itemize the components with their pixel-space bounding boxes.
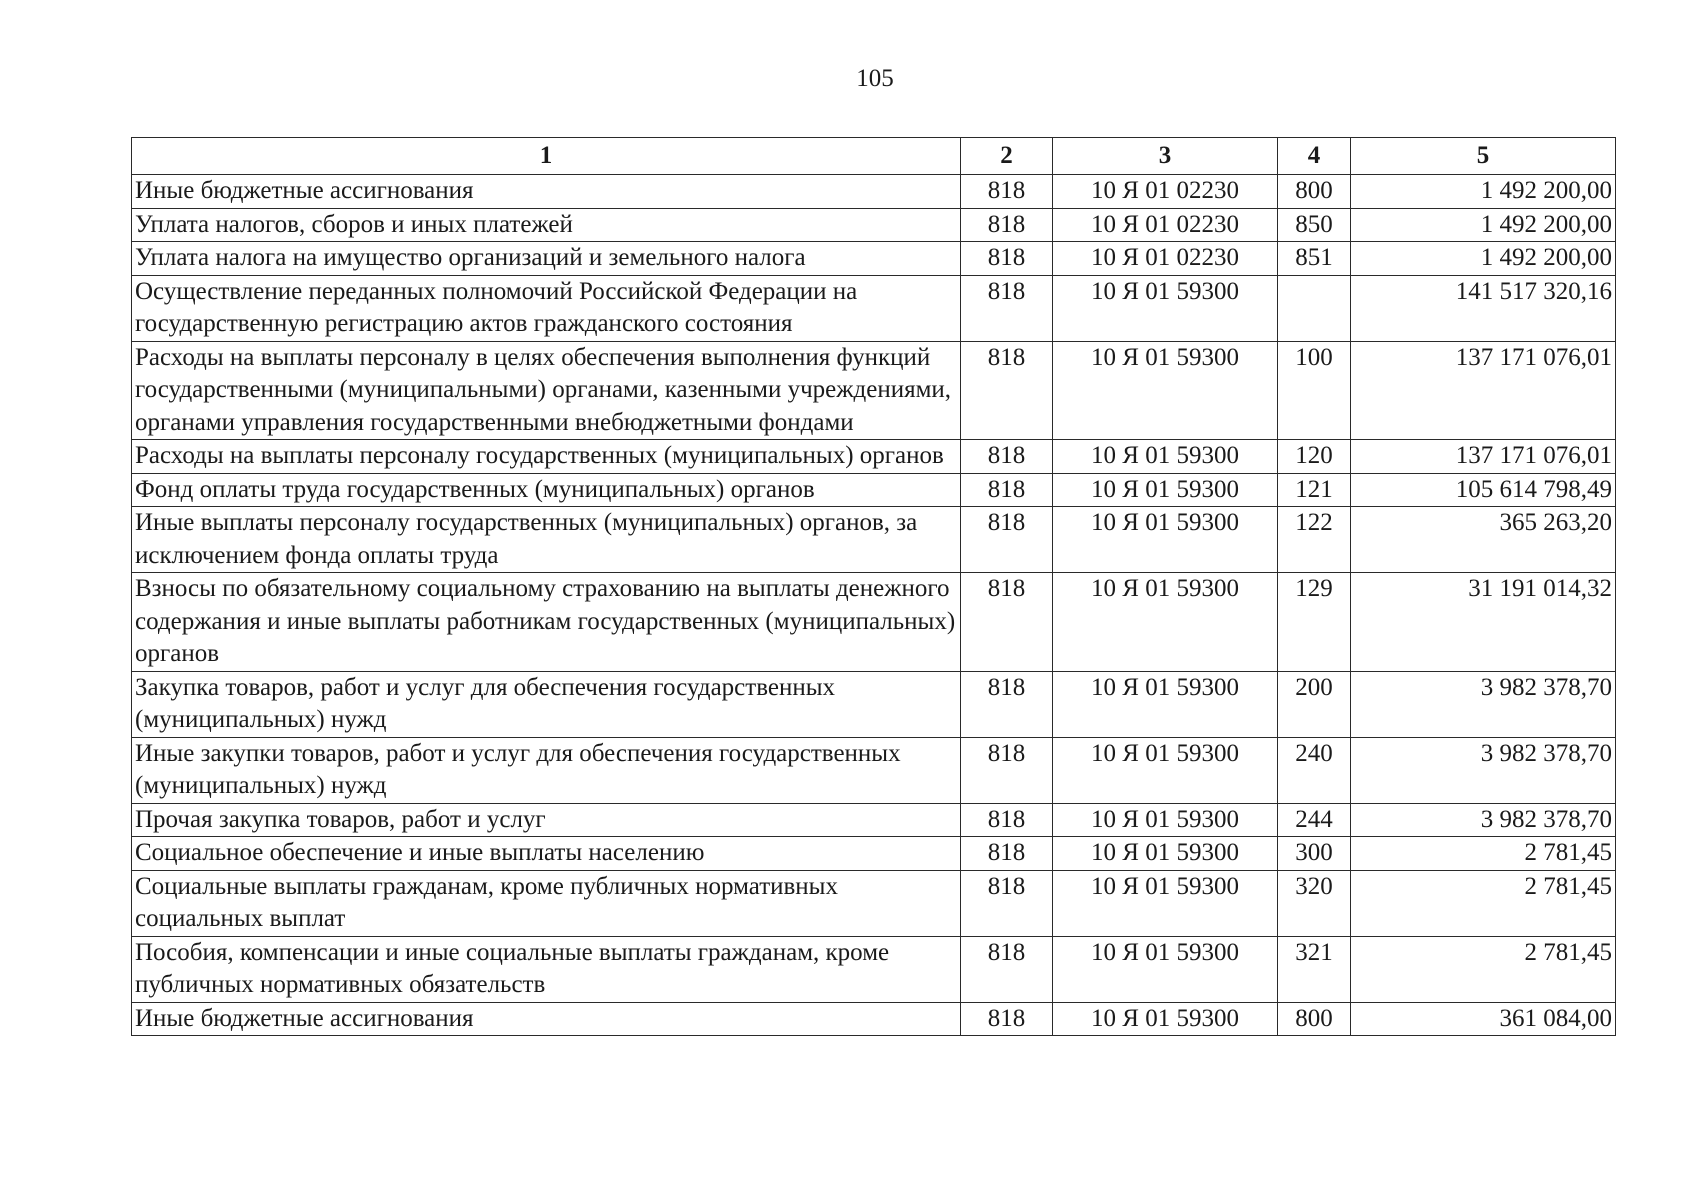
- row-code-3: 10 Я 01 02230: [1053, 208, 1278, 242]
- row-code-2: 818: [961, 175, 1053, 209]
- row-code-4: 122: [1278, 507, 1351, 573]
- row-code-4: 800: [1278, 175, 1351, 209]
- row-name: Иные бюджетные ассигнования: [132, 1002, 961, 1036]
- row-name: Иные выплаты персоналу государственных (муниципальных) органов, за исключением фонда оплаты труда: [132, 507, 961, 573]
- table-row: [132, 803, 1616, 837]
- column-header-3: 3: [1053, 138, 1278, 175]
- row-code-2: 818: [961, 573, 1053, 672]
- row-code-2: 818: [961, 242, 1053, 276]
- row-name: Расходы на выплаты персоналу государственных (муниципальных) органов: [132, 440, 961, 474]
- row-code-4: 200: [1278, 671, 1351, 737]
- table-row: [132, 837, 1616, 871]
- row-code-2: 818: [961, 803, 1053, 837]
- page-number: 105: [856, 65, 894, 92]
- table-row: [132, 737, 1616, 803]
- row-amount: 3 982 378,70: [1351, 803, 1616, 837]
- table-row: [132, 208, 1616, 242]
- row-name: Иные бюджетные ассигнования: [132, 175, 961, 209]
- row-code-4: 800: [1278, 1002, 1351, 1036]
- row-amount: 1 492 200,00: [1351, 208, 1616, 242]
- table-row: [132, 275, 1616, 341]
- column-header-2: 2: [961, 138, 1053, 175]
- row-name: Взносы по обязательному социальному страхованию на выплаты денежного содержания и иные выплаты работникам государственных (муниципальных) органов: [132, 573, 961, 672]
- row-code-4: 240: [1278, 737, 1351, 803]
- table-header: [132, 138, 1616, 175]
- row-code-2: 818: [961, 473, 1053, 507]
- row-code-2: 818: [961, 837, 1053, 871]
- row-code-3: 10 Я 01 02230: [1053, 242, 1278, 276]
- row-code-2: 818: [961, 671, 1053, 737]
- table-row: [132, 341, 1616, 440]
- row-name: Пособия, компенсации и иные социальные выплаты гражданам, кроме публичных нормативных обязательств: [132, 936, 961, 1002]
- row-code-4: 320: [1278, 870, 1351, 936]
- row-amount: 1 492 200,00: [1351, 175, 1616, 209]
- row-code-4: [1278, 275, 1351, 341]
- row-name: Закупка товаров, работ и услуг для обеспечения государственных (муниципальных) нужд: [132, 671, 961, 737]
- row-amount: 2 781,45: [1351, 936, 1616, 1002]
- row-code-3: 10 Я 01 59300: [1053, 1002, 1278, 1036]
- row-code-2: 818: [961, 341, 1053, 440]
- row-code-3: 10 Я 01 59300: [1053, 341, 1278, 440]
- row-amount: 141 517 320,16: [1351, 275, 1616, 341]
- row-code-3: 10 Я 01 59300: [1053, 671, 1278, 737]
- row-name: Осуществление переданных полномочий Российской Федерации на государственную регистрацию актов гражданского состояния: [132, 275, 961, 341]
- table-row: [132, 1002, 1616, 1036]
- row-code-3: 10 Я 01 59300: [1053, 737, 1278, 803]
- row-amount: 365 263,20: [1351, 507, 1616, 573]
- row-amount: 2 781,45: [1351, 837, 1616, 871]
- row-name: Иные закупки товаров, работ и услуг для обеспечения государственных (муниципальных) нужд: [132, 737, 961, 803]
- table-row: [132, 242, 1616, 276]
- row-code-3: 10 Я 01 59300: [1053, 440, 1278, 474]
- table-row: [132, 507, 1616, 573]
- row-name: Уплата налога на имущество организаций и земельного налога: [132, 242, 961, 276]
- row-code-3: 10 Я 01 59300: [1053, 936, 1278, 1002]
- row-code-2: 818: [961, 208, 1053, 242]
- row-code-2: 818: [961, 870, 1053, 936]
- row-amount: 1 492 200,00: [1351, 242, 1616, 276]
- row-code-3: 10 Я 01 59300: [1053, 473, 1278, 507]
- table-body: [132, 175, 1616, 1036]
- row-code-4: 321: [1278, 936, 1351, 1002]
- row-amount: 137 171 076,01: [1351, 440, 1616, 474]
- row-code-4: 121: [1278, 473, 1351, 507]
- row-code-2: 818: [961, 507, 1053, 573]
- row-code-3: 10 Я 01 59300: [1053, 837, 1278, 871]
- budget-table: [131, 137, 1616, 1036]
- row-code-3: 10 Я 01 59300: [1053, 507, 1278, 573]
- row-amount: 31 191 014,32: [1351, 573, 1616, 672]
- row-name: Уплата налогов, сборов и иных платежей: [132, 208, 961, 242]
- row-amount: 105 614 798,49: [1351, 473, 1616, 507]
- row-amount: 3 982 378,70: [1351, 737, 1616, 803]
- row-amount: 361 084,00: [1351, 1002, 1616, 1036]
- header-row: [132, 138, 1616, 175]
- row-code-4: 300: [1278, 837, 1351, 871]
- row-amount: 3 982 378,70: [1351, 671, 1616, 737]
- row-code-4: 850: [1278, 208, 1351, 242]
- row-code-3: 10 Я 01 02230: [1053, 175, 1278, 209]
- row-amount: 2 781,45: [1351, 870, 1616, 936]
- row-code-2: 818: [961, 737, 1053, 803]
- table-row: [132, 175, 1616, 209]
- table-row: [132, 936, 1616, 1002]
- row-code-3: 10 Я 01 59300: [1053, 870, 1278, 936]
- row-code-2: 818: [961, 440, 1053, 474]
- row-code-4: 244: [1278, 803, 1351, 837]
- row-code-4: 100: [1278, 341, 1351, 440]
- table-row: [132, 440, 1616, 474]
- row-code-3: 10 Я 01 59300: [1053, 803, 1278, 837]
- row-code-2: 818: [961, 1002, 1053, 1036]
- row-code-3: 10 Я 01 59300: [1053, 573, 1278, 672]
- row-amount: 137 171 076,01: [1351, 341, 1616, 440]
- row-code-2: 818: [961, 936, 1053, 1002]
- row-name: Социальное обеспечение и иные выплаты населению: [132, 837, 961, 871]
- table-row: [132, 473, 1616, 507]
- column-header-1: 1: [132, 138, 961, 175]
- row-code-3: 10 Я 01 59300: [1053, 275, 1278, 341]
- row-code-4: 129: [1278, 573, 1351, 672]
- table-row: [132, 671, 1616, 737]
- row-code-4: 851: [1278, 242, 1351, 276]
- row-name: Прочая закупка товаров, работ и услуг: [132, 803, 961, 837]
- row-name: Социальные выплаты гражданам, кроме публичных нормативных социальных выплат: [132, 870, 961, 936]
- table-row: [132, 573, 1616, 672]
- row-name: Расходы на выплаты персоналу в целях обеспечения выполнения функций государственными (муниципальными) органами, казенными учреждениями, органами управления государственными внебюджетными фондами: [132, 341, 961, 440]
- column-header-5: 5: [1351, 138, 1616, 175]
- column-header-4: 4: [1278, 138, 1351, 175]
- row-name: Фонд оплаты труда государственных (муниципальных) органов: [132, 473, 961, 507]
- row-code-4: 120: [1278, 440, 1351, 474]
- row-code-2: 818: [961, 275, 1053, 341]
- table-row: [132, 870, 1616, 936]
